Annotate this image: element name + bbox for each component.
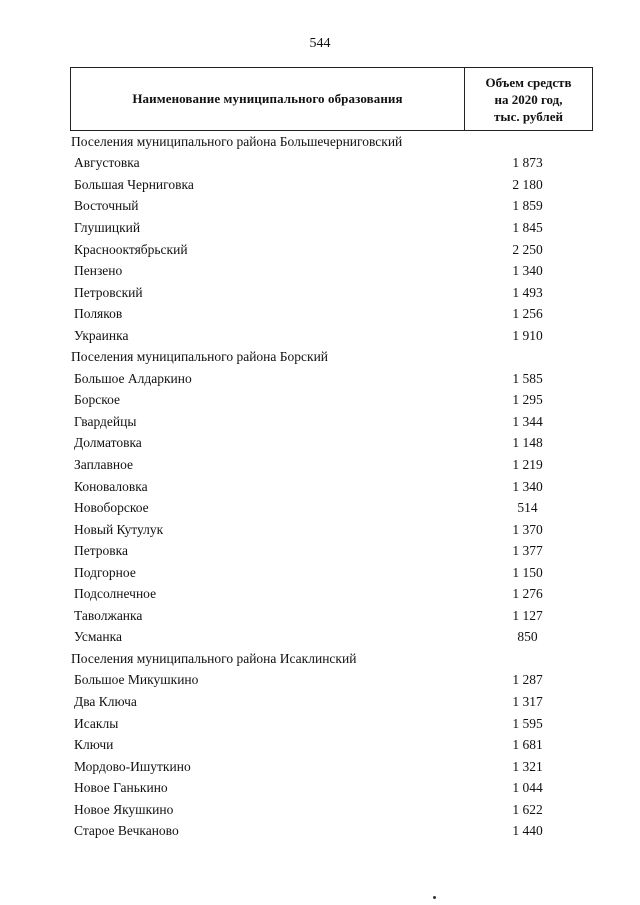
table-row (70, 196, 593, 218)
amount-value: 1 127 (512, 607, 543, 623)
amount-value: 1 493 (512, 284, 543, 300)
municipality-name: Петровский (74, 284, 143, 300)
table-row (70, 153, 593, 175)
table-row (70, 562, 593, 584)
amount-value: 514 (517, 500, 538, 516)
table-row (70, 670, 593, 692)
municipality-name: Старое Вечканово (74, 823, 179, 839)
municipality-name: Подсолнечное (74, 586, 157, 602)
amount-value: 1 344 (512, 413, 543, 429)
municipality-name: Ключи (74, 737, 114, 753)
municipality-name: Краснооктябрьский (74, 241, 188, 257)
municipality-name: Большое Алдаркино (74, 370, 192, 386)
table-row (70, 260, 593, 282)
table-row (70, 497, 593, 519)
amount-value: 1 681 (512, 737, 543, 753)
table-row (70, 390, 593, 412)
municipality-name: Коноваловка (74, 478, 148, 494)
amount-value: 1 295 (512, 392, 543, 408)
amount-value: 1 219 (512, 456, 543, 472)
amount-value: 1 340 (512, 478, 543, 494)
table-row (70, 605, 593, 627)
table-row (70, 433, 593, 455)
table-row (70, 217, 593, 239)
table-row (70, 540, 593, 562)
municipality-name: Заплавное (74, 456, 134, 472)
table-row (70, 583, 593, 605)
municipality-name: Новое Якушкино (74, 801, 174, 817)
table-row (70, 777, 593, 799)
table-row (70, 734, 593, 756)
municipality-name: Поляков (74, 306, 123, 322)
amount-value: 1 845 (512, 219, 543, 235)
amount-value: 1 321 (512, 758, 543, 774)
amount-value: 1 859 (512, 198, 543, 214)
municipality-name: Большое Микушкино (74, 672, 199, 688)
amount-value: 1 287 (512, 672, 543, 688)
amount-value: 1 370 (512, 521, 543, 537)
table-row (70, 368, 593, 390)
amount-value: 850 (517, 629, 538, 645)
table-row (70, 282, 593, 304)
amount-value: 1 377 (512, 543, 543, 559)
table-row (70, 454, 593, 476)
table-row (70, 325, 593, 347)
municipality-name: Исаклы (74, 715, 119, 731)
column-header-name: Наименование муниципального образования (132, 91, 403, 106)
table-row (70, 239, 593, 261)
table-body (70, 131, 593, 842)
municipality-name: Пензено (74, 263, 123, 279)
municipality-name: Августовка (74, 155, 140, 171)
municipality-name: Борское (74, 392, 121, 408)
amount-value: 1 873 (512, 155, 543, 171)
municipality-name: Два Ключа (74, 693, 137, 709)
municipality-name: Глушицкий (74, 219, 141, 235)
amount-value: 1 595 (512, 715, 543, 731)
municipality-name: Большая Черниговка (74, 176, 194, 192)
amount-value: 1 622 (512, 801, 543, 817)
table-row (70, 691, 593, 713)
section-heading: Поселения муниципального района Борский (71, 349, 329, 365)
table-row (70, 303, 593, 325)
municipality-name: Таволжанка (74, 607, 143, 623)
municipality-name: Усманка (74, 629, 122, 645)
municipality-name: Новоборское (74, 500, 149, 516)
table-row (70, 411, 593, 433)
municipality-name: Мордово-Ишуткино (74, 758, 191, 774)
section-heading: Поселения муниципального района Большечерниговский (71, 133, 403, 149)
municipality-name: Украинка (74, 327, 129, 343)
amount-value: 1 910 (512, 327, 543, 343)
section-heading-row (70, 131, 593, 153)
table-row (70, 174, 593, 196)
amount-value: 1 585 (512, 370, 543, 386)
municipality-name: Подгорное (74, 564, 136, 580)
table-row (70, 821, 593, 843)
section-heading-row (70, 346, 593, 368)
municipality-name: Гвардейцы (74, 413, 137, 429)
amount-value: 1 256 (512, 306, 543, 322)
municipality-name: Новое Ганькино (74, 780, 168, 796)
amount-value: 1 148 (512, 435, 543, 451)
amount-value: 2 250 (512, 241, 543, 257)
table-row (70, 756, 593, 778)
table-row (70, 519, 593, 541)
section-heading: Поселения муниципального района Исаклинский (71, 650, 357, 666)
column-header-amount: Объем средств на 2020 год, тыс. рублей (485, 74, 572, 124)
table-header (70, 67, 593, 131)
table-row (70, 627, 593, 649)
municipality-name: Новый Кутулук (74, 521, 164, 537)
municipality-name: Долматовка (74, 435, 142, 451)
amount-value: 1 317 (512, 693, 543, 709)
table-row (70, 713, 593, 735)
page-number: 544 (309, 36, 331, 51)
section-heading-row (70, 648, 593, 670)
scan-speck (433, 896, 436, 899)
amount-value: 1 150 (512, 564, 543, 580)
amount-value: 1 044 (512, 780, 543, 796)
table-row (70, 476, 593, 498)
municipality-name: Восточный (74, 198, 139, 214)
table-row (70, 799, 593, 821)
amount-value: 2 180 (512, 176, 543, 192)
amount-value: 1 340 (512, 263, 543, 279)
municipality-name: Петровка (74, 543, 129, 559)
amount-value: 1 440 (512, 823, 543, 839)
amount-value: 1 276 (512, 586, 543, 602)
